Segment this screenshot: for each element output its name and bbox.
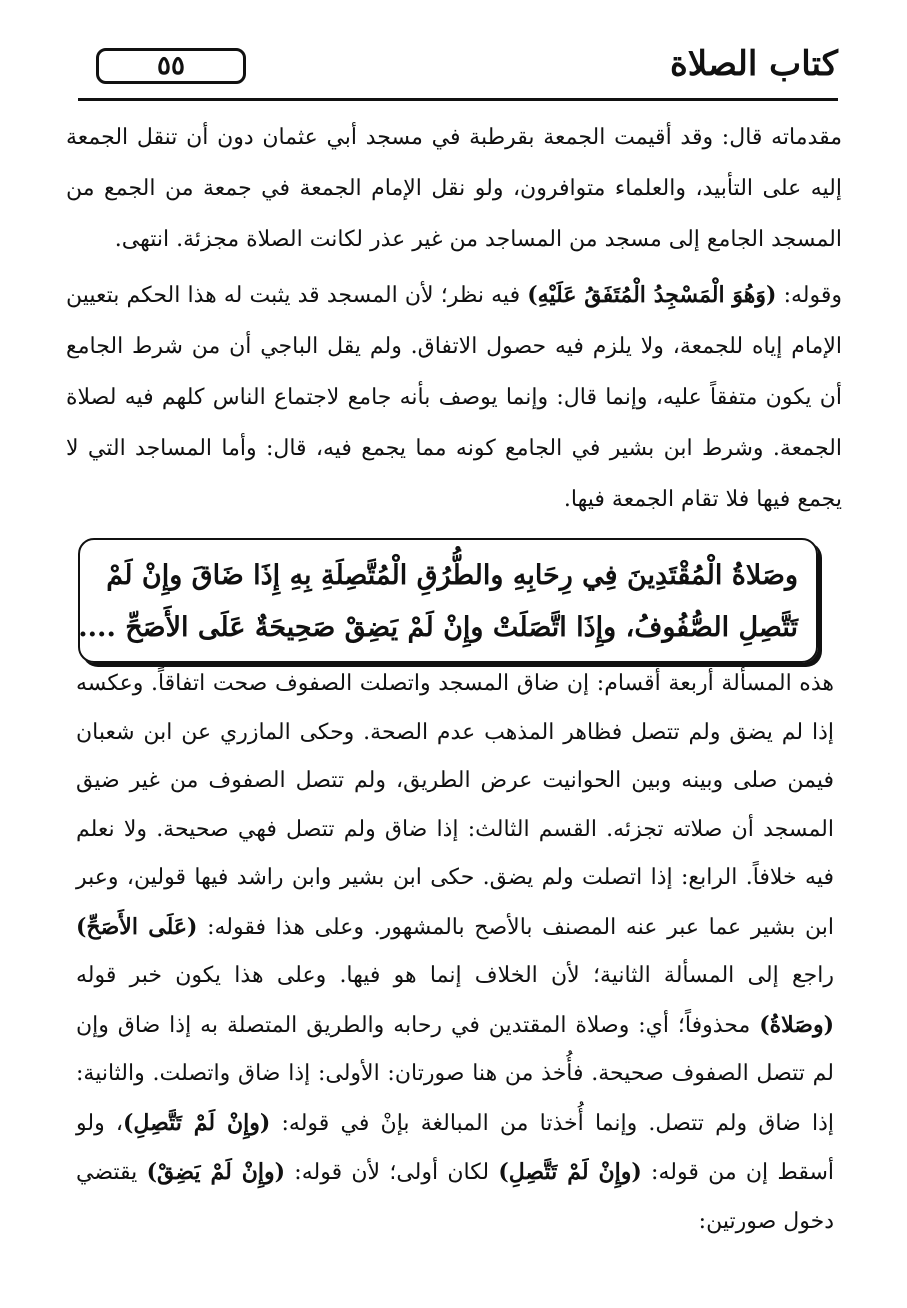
matn-quote: (وإِنْ لَمْ يَضِقْ) [146, 1159, 286, 1185]
commentary-text: هذه المسألة أربعة أقسام: إن ضاق المسجد واتصلت الصفوف صحت اتفاقاً. وعكسه إذا لم يضق ولم تتصل فظاهر المذهب عدم الصحة. وحكى المازري عن ابن شعبان فيمن صلى وبينه وبين الحوانيت عرض الطريق، ولم تتصل الصفوف من غير ضيق المسجد أن صلاته تجزئه. القسم الثالث: إذا ضاق ولم تتصل فهي صحيحة. ولا نعلم فيه خلافاً. الرابع: إذا اتصلت ولم يضق. حكى ابن بشير وابن راشد فيها قولين، وعبر ابن بشير عما عبر عنه المصنف بالأصح بالمشهور. وعلى هذا فقوله: [76, 671, 835, 940]
commentary-text: محذوفاً؛ أي: وصلاة المقتدين في رحابه والطريق المتصلة به إذا ضاق وإن لم تتصل الصفوف صحيحة. فأُخذ من هنا صورتان: الأولى: إذا ضاق واتصلت. والثانية: إذا ضاق ولم تتصل. وإنما أُخذتا من المبالغة بإنْ في قوله: [76, 1012, 834, 1136]
commentary-text: راجع إلى المسألة الثانية؛ لأن الخلاف إنما هو فيها. وعلى هذا يكون خبر قوله [76, 963, 834, 988]
paragraph-2 [66, 270, 842, 525]
paragraph-2-body: فيه نظر؛ لأن المسجد قد يثبت له هذا الحكم بتعيين الإمام إياه للجمعة، ولا يلزم فيه حصول الاتفاق. ولم يقل الباجي أن من شرط الجامع أن يكون متفقاً عليه، وإنما قال: وإنما يوصف بأنه جامع لاجتماع الناس كلهم فيه لصلاة الجمعة. وشرط ابن بشير في الجامع كونه مما يجمع فيه، قال: وأما المساجد التي لا يجمع فيها فلا تقام الجمعة فيها. [66, 283, 842, 512]
matn-line-1: وصَلاةُ الْمُقْتَدِينَ فِي رِحَابِهِ والطُّرُقِ الْمُتَّصِلَةِ بِهِ إِذَا ضَاقَ وإِنْ لَمْ [106, 560, 798, 591]
matn-box [78, 538, 818, 663]
paragraph-1: مقدماته قال: وقد أقيمت الجمعة بقرطبة في مسجد أبي عثمان دون أن تنقل الجمعة إليه على التأبيد، والعلماء متوافرون، ولو نقل الإمام الجمعة في جمعة من الجمع من المسجد الجامع إلى مسجد من المساجد من غير عذر لكانت الصلاة مجزئة. انتهى. [66, 125, 842, 252]
commentary-text: يقتضي دخول صورتين: [76, 1160, 834, 1234]
paragraph-2-lead: وقوله: [776, 283, 842, 308]
header-divider [78, 98, 838, 101]
page-number: ٥٥ [157, 51, 185, 81]
paragraph-3 [76, 660, 834, 1246]
commentary-text: ، ولو أسقط إن من قوله: [76, 1110, 834, 1185]
page-number-box [96, 48, 246, 84]
matn-quote: (وَهُوَ الْمَسْجِدُ الْمُتَفَقُ عَلَيْهِ) [527, 282, 777, 308]
matn-quote: (وإِنْ لَمْ تَتَّصِلِ) [498, 1159, 642, 1185]
matn-quote: (وإِنْ لَمْ تَتَّصِلِ) [123, 1109, 271, 1136]
book-title: كتاب الصلاة [669, 44, 838, 84]
page-header [78, 40, 838, 96]
matn-quote: (عَلَى الأَصَحِّ) [76, 913, 198, 940]
commentary-text: لكان أولى؛ لأن قوله: [285, 1160, 499, 1185]
matn-quote: (وصَلاةُ) [759, 1011, 834, 1038]
matn-line-2: تَتَّصِلِ الصُّفُوفُ، وإِذَا اتَّصَلَتْ وإِنْ لَمْ يَضِقْ صَحِيحَةٌ عَلَى الأَصَحِّ .... [78, 612, 798, 643]
